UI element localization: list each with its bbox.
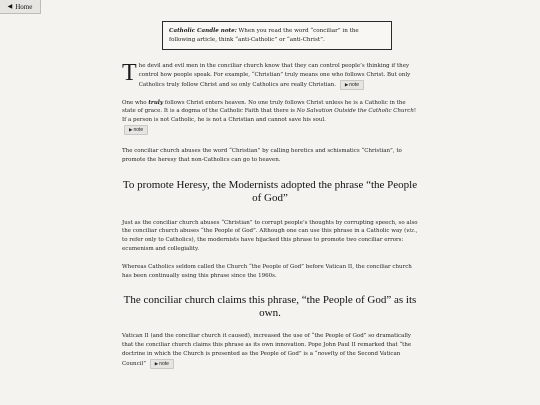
note-box-text: When you read the word “conciliar” in the following article, think “anti-Catholic” or “anti-Christ”. [169,28,359,43]
paragraph-6-text-b: of the Second Vatican Council” [122,350,401,367]
section-heading-2: The conciliar church claims this phrase, “the People of God” as its own. [123,294,417,320]
paragraph-6-text: Vatican II (and the conciliar church it caused), increased the use of “the People of God” so dramatically that the conciliar church claims this phrase as its own innovation. Pope John Paul II remarked that “the doctrine in which the Church is presented as the People of God” is a “ [122,333,412,357]
note-button[interactable] [340,80,364,90]
note-button-label: note [133,126,144,133]
play-triangle-icon: ▶ [154,360,159,366]
note-button[interactable] [150,359,174,369]
paragraph-6 [122,332,418,368]
novelty-word: novelty [317,350,338,357]
paragraph-1 [122,62,418,90]
paragraph-4 [122,219,418,254]
play-triangle-icon: ▶ [344,81,349,87]
paragraph-4-text: Just as the conciliar church abuses “Christian” to corrupt people’s thoughts by corrupting speech, so also the conciliar church abuses “the People of God”. Although one can use this phrase in a Catholic way ( [122,219,418,235]
emphasis-truly: truly [148,99,164,106]
left-triangle-icon: ◀ [7,4,13,10]
paragraph-2-text: One who [122,99,149,106]
article-body [122,62,418,369]
note-button[interactable] [124,125,148,135]
paragraph-2-text-b: follows Christ enters heaven. No one truly follows Christ unless he is a Catholic in the state of grace. It is a dogma of the Catholic Faith that there is [122,99,406,115]
note-button-label: note [159,360,169,367]
play-triangle-icon: ▶ [129,126,133,132]
viz-abbrev: viz. [406,228,416,235]
home-label: Home [15,2,33,11]
paragraph-4-text-b: , to refer only to Catholics), the modernists have hijacked this phrase to promote two conciliar errors: ecumenism and collegiality. [122,228,418,252]
paragraph-2 [122,99,418,135]
paragraph-1-text: he devil and evil men in the conciliar church know that they can control people’s thinking if they control how people speak. For example, “Christian” truly means one who follows Christ. But only Catholics truly follow Christ and so only Catholics are really Christian. [138,63,411,88]
drop-cap: T [122,60,137,86]
note-button-label: note [349,81,360,88]
paragraph-5: Whereas Catholics seldom called the Church “the People of God” before Vatican II, the conciliar church has been continually using this phrase since the 1960s. [122,263,412,279]
paragraph-3: The conciliar church abuses the word “Christian” by calling heretics and schismatics “Christian”, to promote the heresy that non-Catholics can go to heaven. [122,147,402,163]
note-box-label: Catholic Candle note: [169,28,237,34]
home-button[interactable] [0,0,41,14]
section-heading-1: To promote Heresy, the Modernists adopted the phrase “the People of God” [122,178,418,204]
paragraph-2-text-c: ! If a person is not Catholic, he is not a Christian and cannot save his soul. [122,108,417,124]
editor-note-box [162,21,392,50]
latin-phrase: No Salvation Outside the Catholic Church [296,108,414,115]
